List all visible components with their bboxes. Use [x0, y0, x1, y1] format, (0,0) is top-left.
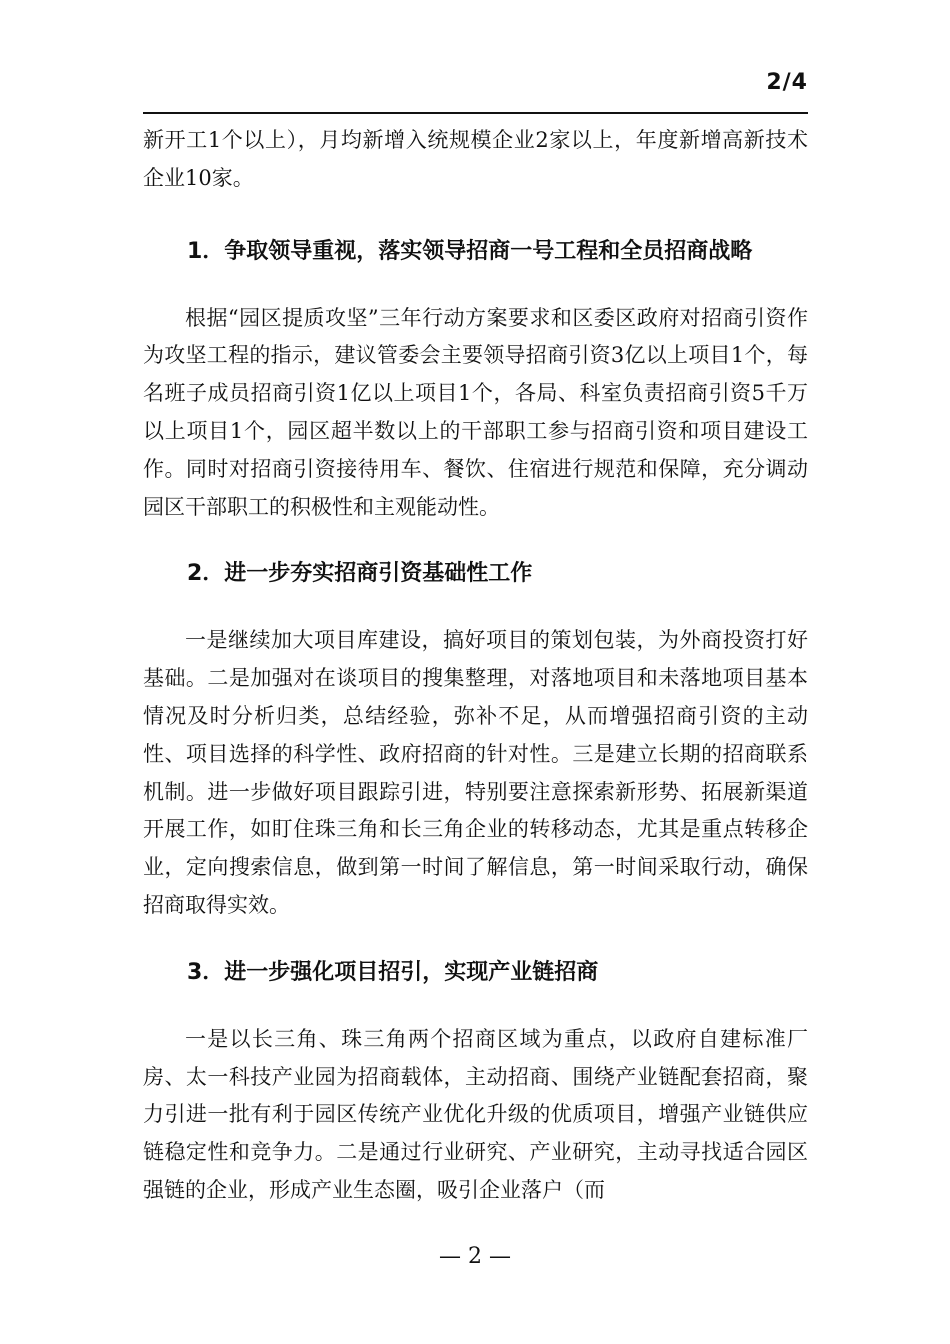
section-2-heading: 2．进一步夯实招商引资基础性工作 [187, 561, 533, 587]
document-body [143, 122, 808, 1210]
page-indicator: 2/4 [766, 70, 808, 95]
header-rule [143, 112, 808, 114]
section-1-heading: 1．争取领导重视，落实领导招商一号工程和全员招商战略 [187, 238, 753, 264]
section-1-paragraph: 根据“园区提质攻坚”三年行动方案要求和区委区政府对招商引资作为攻坚工程的指示，建议管委会主要领导招商引资3亿以上项目1个，每名班子成员招商引资1亿以上项目1个，各局、科室负责招商引资5千万以上项目1个，园区超半数以上的干部职工参与招商引资和项目建设工作。同时对招商引资接待用车、餐饮、住宿进行规范和保障，充分调动园区干部职工的积极性和主观能动性。 [143, 305, 808, 519]
section-2-paragraph: 一是继续加大项目库建设，搞好项目的策划包装，为外商投资打好基础。二是加强对在谈项目的搜集整理，对落地项目和未落地项目基本情况及时分析归类，总结经验，弥补不足，从而增强招商引资的主动性、项目选择的科学性、政府招商的针对性。三是建立长期的招商联系机制。进一步做好项目跟踪引进，特别要注意探索新形势、拓展新渠道开展工作，如盯住珠三角和长三角企业的转移动态，尤其是重点转移企业，定向搜索信息，做到第一时间了解信息，第一时间采取行动，确保招商取得实效。 [143, 628, 808, 917]
section-3-heading: 3．进一步强化项目招引，实现产业链招商 [187, 959, 599, 985]
section-3-paragraph: 一是以长三角、珠三角两个招商区域为重点，以政府自建标准厂房、太一科技产业园为招商载体，主动招商、围绕产业链配套招商，聚力引进一批有利于园区传统产业优化升级的优质项目，增强产业链供应链稳定性和竞争力。二是通过行业研究、产业研究，主动寻找适合园区强链的企业，形成产业生态圈，吸引企业落户（而 [143, 1026, 808, 1202]
intro-paragraph: 新开工1个以上），月均新增入统规模企业2家以上，年度新增高新技术企业10家。 [143, 128, 808, 190]
page-number-footer: — 2 — [439, 1244, 511, 1269]
